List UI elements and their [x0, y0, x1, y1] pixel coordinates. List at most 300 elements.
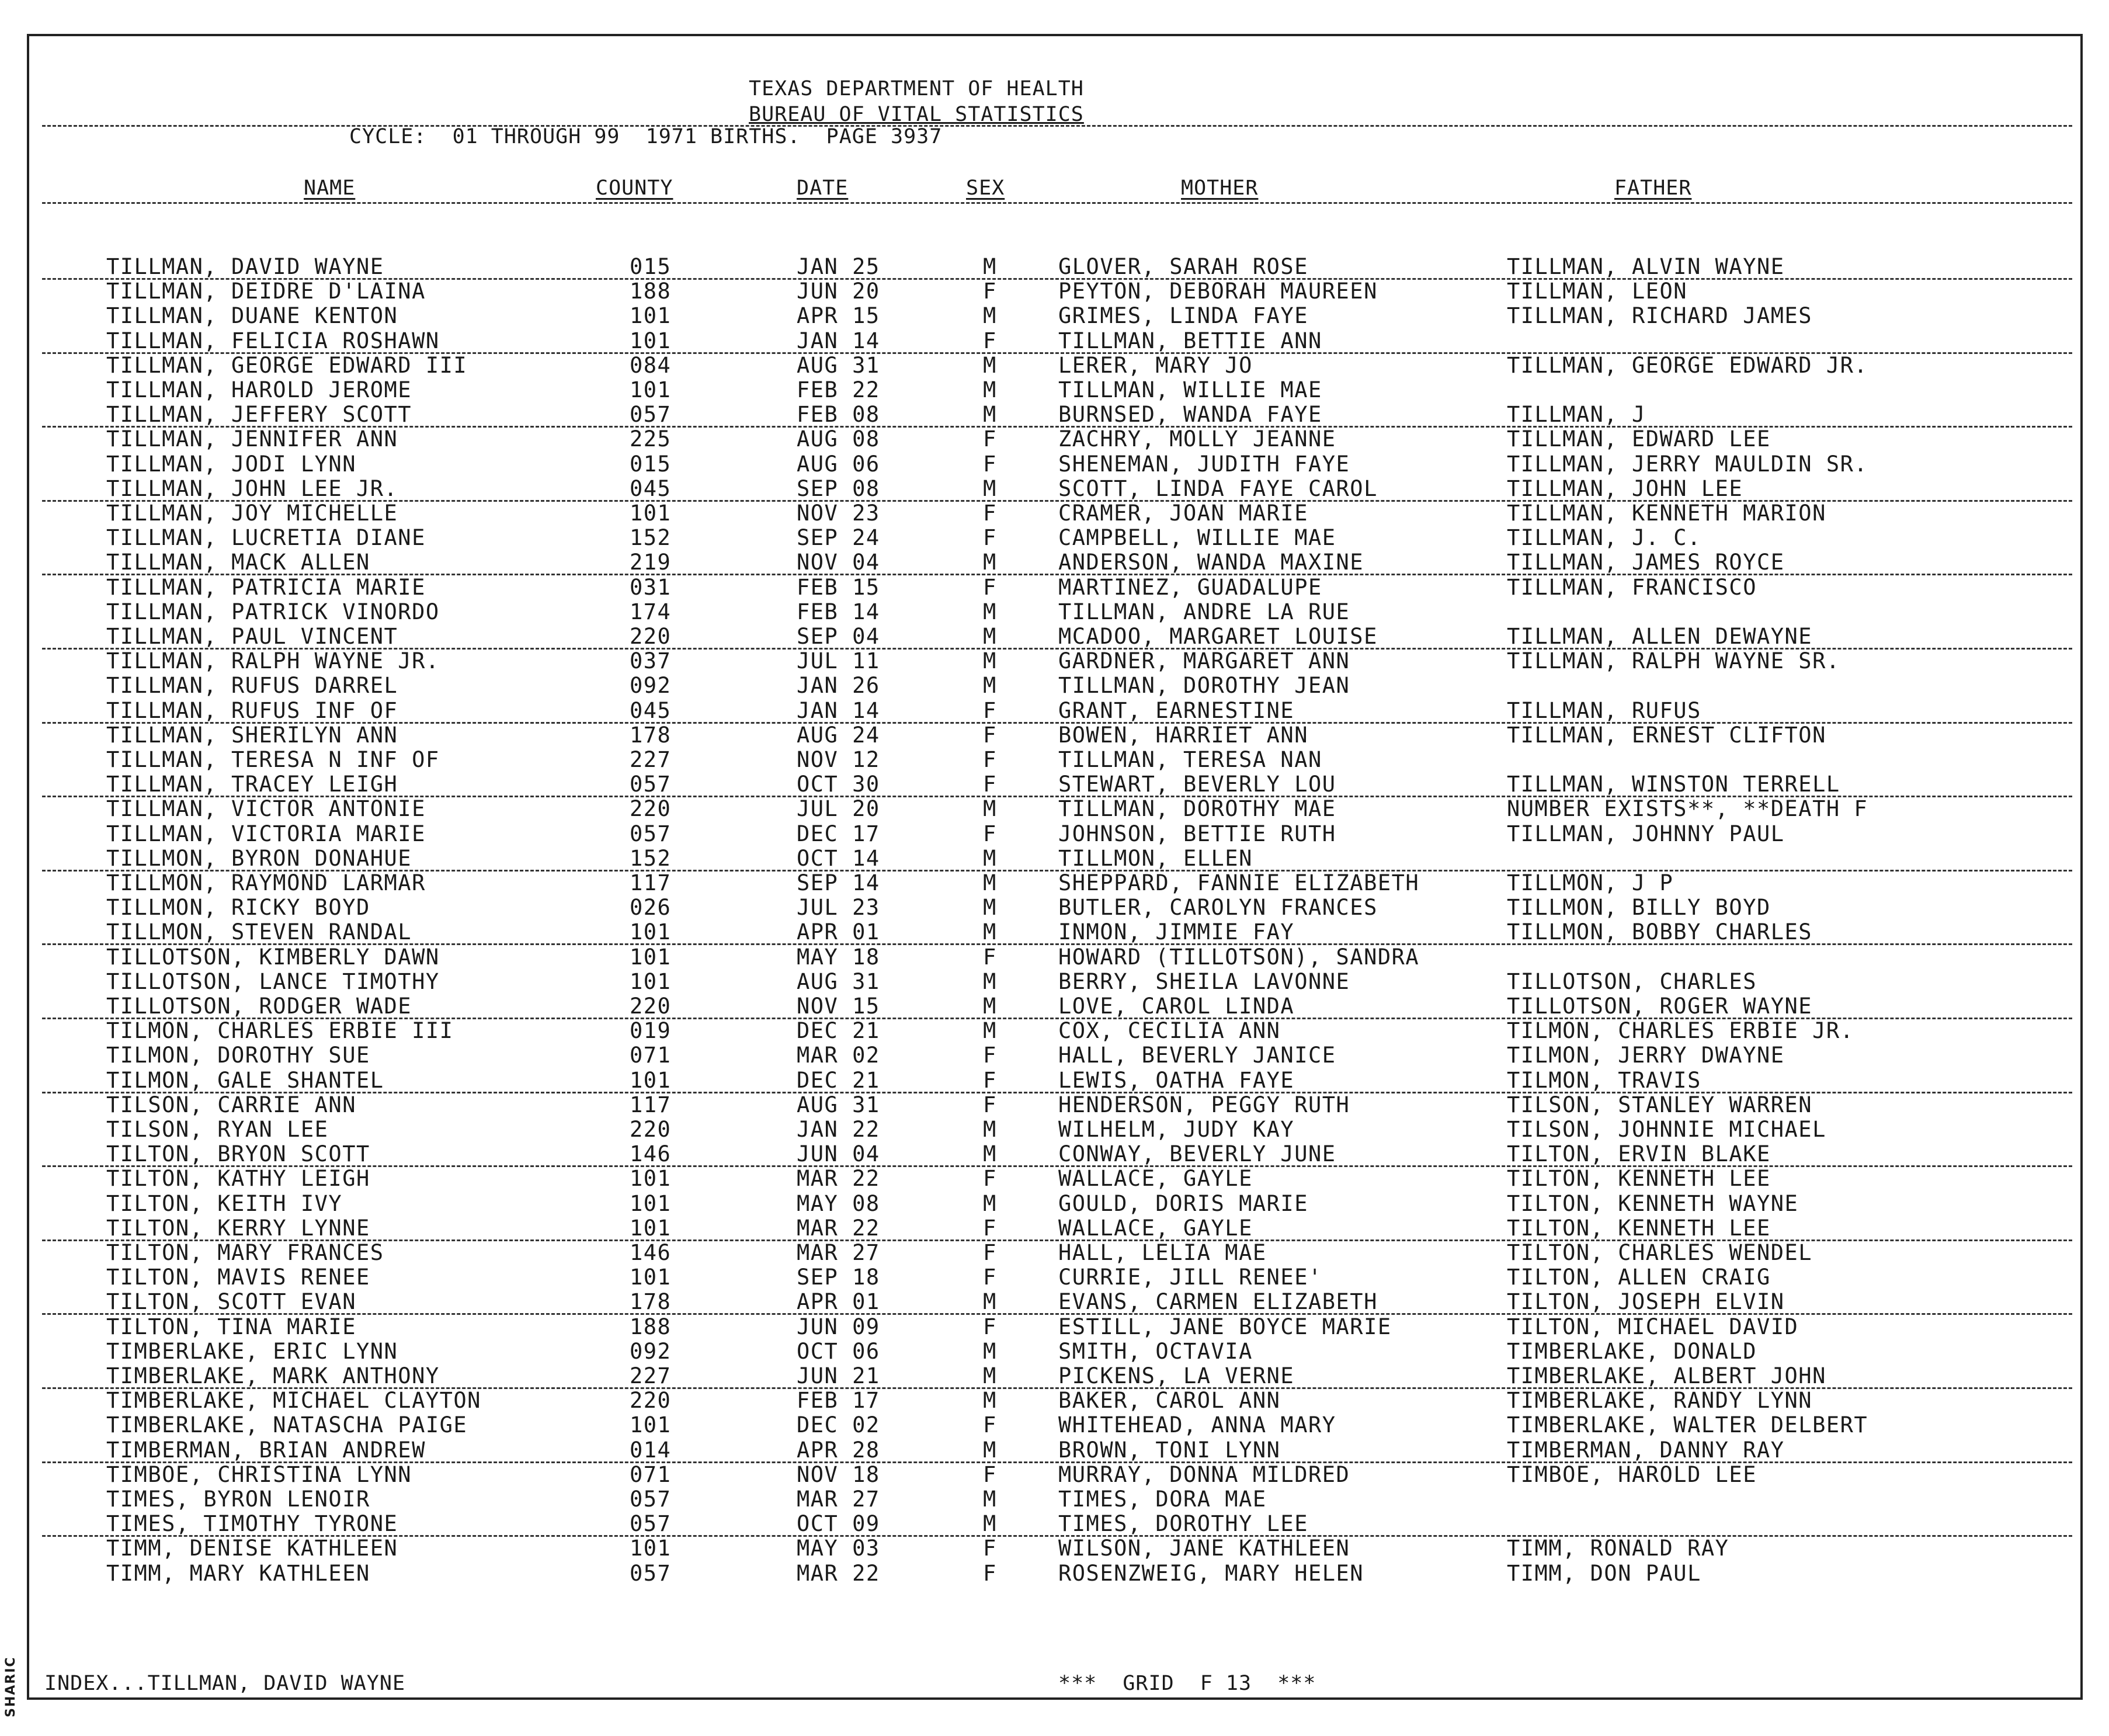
header-divider-top: [42, 125, 2072, 127]
record-father: TIMBERLAKE, DONALD: [1507, 1338, 1757, 1364]
record-sex: M: [983, 475, 997, 501]
record-father: TILLMAN, RALPH WAYNE SR.: [1507, 648, 1840, 674]
record-row: [0, 255, 2109, 279]
record-row: [0, 649, 2109, 673]
record-father: TILLMAN, J: [1507, 402, 1646, 428]
record-name: TIMBOE, CHRISTINA LYNN: [106, 1461, 412, 1487]
record-father: TILMON, TRAVIS: [1507, 1067, 1701, 1093]
record-date: OCT 09: [797, 1511, 880, 1537]
record-county: 227: [630, 747, 672, 772]
record-mother: HOWARD (TILLOTSON), SANDRA: [1058, 944, 1420, 970]
record-row: [0, 1364, 2109, 1388]
record-row: [0, 1315, 2109, 1339]
record-mother: BAKER, CAROL ANN: [1058, 1388, 1281, 1414]
record-row: [0, 329, 2109, 353]
record-row: [0, 624, 2109, 649]
record-date: MAR 22: [797, 1215, 880, 1241]
record-sex: F: [983, 279, 997, 304]
record-name: TILLMAN, TRACEY LEIGH: [106, 772, 398, 797]
record-sex: M: [983, 994, 997, 1019]
record-row: [0, 501, 2109, 526]
record-name: TILLMAN, RALPH WAYNE JR.: [106, 648, 440, 674]
record-father: TILTON, KENNETH LEE: [1507, 1166, 1771, 1192]
record-row: [0, 1019, 2109, 1043]
record-sex: M: [983, 1363, 997, 1388]
record-mother: TIMES, DORA MAE: [1058, 1487, 1267, 1512]
record-county: 101: [630, 501, 672, 526]
record-sex: F: [983, 328, 997, 353]
record-name: TILLMAN, GEORGE EDWARD III: [106, 352, 468, 378]
footer-grid: *** GRID F 13 ***: [1058, 1672, 1316, 1695]
record-sex: M: [983, 1487, 997, 1512]
record-name: TILLMAN, VICTORIA MARIE: [106, 821, 426, 846]
record-father: TILLMAN, GEORGE EDWARD JR.: [1507, 352, 1868, 378]
record-county: 101: [630, 328, 672, 353]
record-county: 057: [630, 1511, 672, 1537]
record-name: TIMBERLAKE, NATASCHA PAIGE: [106, 1412, 468, 1438]
record-sex: M: [983, 1141, 997, 1167]
record-county: 220: [630, 1388, 672, 1414]
record-mother: GRIMES, LINDA FAYE: [1058, 303, 1308, 329]
record-father: TILMON, CHARLES ERBIE JR.: [1507, 1018, 1854, 1044]
record-row: [0, 723, 2109, 748]
record-date: JUL 20: [797, 796, 880, 822]
record-name: TILTON, KEITH IVY: [106, 1190, 343, 1216]
record-date: JUL 11: [797, 648, 880, 674]
record-row: [0, 477, 2109, 501]
record-mother: PICKENS, LA VERNE: [1058, 1363, 1295, 1388]
record-county: 220: [630, 1117, 672, 1142]
record-row: [0, 822, 2109, 846]
record-date: MAY 08: [797, 1190, 880, 1216]
record-sex: M: [983, 1190, 997, 1216]
record-date: FEB 22: [797, 377, 880, 402]
record-father: TILLMAN, JERRY MAULDIN SR.: [1507, 451, 1868, 477]
record-county: 101: [630, 1067, 672, 1093]
record-county: 101: [630, 303, 672, 329]
record-county: 188: [630, 1314, 672, 1339]
record-county: 071: [630, 1043, 672, 1068]
record-mother: BOWEN, HARRIET ANN: [1058, 722, 1308, 748]
record-date: OCT 14: [797, 845, 880, 871]
record-row: [0, 1388, 2109, 1413]
record-row: [0, 1241, 2109, 1265]
record-mother: CRAMER, JOAN MARIE: [1058, 501, 1308, 526]
footer-index: INDEX...TILLMAN, DAVID WAYNE: [44, 1672, 406, 1695]
record-row: [0, 994, 2109, 1019]
record-sex: M: [983, 919, 997, 945]
record-name: TILTON, KATHY LEIGH: [106, 1166, 370, 1192]
record-mother: MARTINEZ, GUADALUPE: [1058, 574, 1322, 600]
record-date: MAR 27: [797, 1240, 880, 1265]
record-sex: F: [983, 1043, 997, 1068]
record-date: NOV 18: [797, 1461, 880, 1487]
record-name: TILLMON, STEVEN RANDAL: [106, 919, 412, 945]
record-mother: BUTLER, CAROLYN FRANCES: [1058, 895, 1378, 921]
record-name: TILTON, MAVIS RENEE: [106, 1265, 370, 1290]
record-father: TILMON, JERRY DWAYNE: [1507, 1043, 1785, 1068]
record-date: FEB 17: [797, 1388, 880, 1414]
record-county: 084: [630, 352, 672, 378]
record-sex: M: [983, 1437, 997, 1463]
record-sex: F: [983, 1067, 997, 1093]
record-date: APR 28: [797, 1437, 880, 1463]
record-row: [0, 1413, 2109, 1438]
record-date: JAN 22: [797, 1117, 880, 1142]
record-sex: F: [983, 697, 997, 723]
record-father: TILTON, ERVIN BLAKE: [1507, 1141, 1771, 1167]
record-mother: WILSON, JANE KATHLEEN: [1058, 1536, 1350, 1561]
record-row: [0, 1068, 2109, 1093]
record-father: TILLMAN, LEON: [1507, 279, 1688, 304]
record-mother: GLOVER, SARAH ROSE: [1058, 254, 1308, 279]
record-mother: ZACHRY, MOLLY JEANNE: [1058, 426, 1336, 452]
record-mother: LERER, MARY JO: [1058, 352, 1253, 378]
record-row: [0, 600, 2109, 624]
record-father: TIMBERLAKE, WALTER DELBERT: [1507, 1412, 1868, 1438]
record-row: [0, 1438, 2109, 1463]
record-sex: M: [983, 402, 997, 428]
record-name: TILLMON, BYRON DONAHUE: [106, 845, 412, 871]
record-name: TILLMAN, PATRICIA MARIE: [106, 574, 426, 600]
record-row: [0, 797, 2109, 821]
record-sex: F: [983, 501, 997, 526]
record-mother: GARDNER, MARGARET ANN: [1058, 648, 1350, 674]
record-sex: F: [983, 1240, 997, 1265]
record-name: TIMBERLAKE, MICHAEL CLAYTON: [106, 1388, 481, 1414]
record-county: 037: [630, 648, 672, 674]
record-date: DEC 02: [797, 1412, 880, 1438]
record-sex: F: [983, 426, 997, 452]
record-sex: M: [983, 870, 997, 895]
record-father: TILSON, JOHNNIE MICHAEL: [1507, 1117, 1826, 1142]
record-father: TIMBERLAKE, ALBERT JOHN: [1507, 1363, 1826, 1388]
record-row: [0, 772, 2109, 797]
record-name: TILLMAN, RUFUS INF OF: [106, 697, 398, 723]
record-mother: ROSENZWEIG, MARY HELEN: [1058, 1560, 1364, 1586]
record-county: 101: [630, 944, 672, 970]
record-county: 220: [630, 994, 672, 1019]
record-father: TILTON, ALLEN CRAIG: [1507, 1265, 1771, 1290]
record-row: [0, 1142, 2109, 1166]
record-sex: F: [983, 821, 997, 846]
record-father: TILLMAN, KENNETH MARION: [1507, 501, 1826, 526]
record-name: TILLMAN, DAVID WAYNE: [106, 254, 384, 279]
record-mother: COX, CECILIA ANN: [1058, 1018, 1281, 1044]
record-date: DEC 21: [797, 1018, 880, 1044]
record-name: TILLMAN, JENNIFER ANN: [106, 426, 398, 452]
record-name: TILTON, SCOTT EVAN: [106, 1289, 356, 1315]
record-row: [0, 575, 2109, 600]
record-date: MAY 03: [797, 1536, 880, 1561]
record-sex: F: [983, 944, 997, 970]
record-county: 092: [630, 673, 672, 699]
record-name: TILLMAN, SHERILYN ANN: [106, 722, 398, 748]
record-name: TIMBERMAN, BRIAN ANDREW: [106, 1437, 426, 1463]
record-mother: PEYTON, DEBORAH MAUREEN: [1058, 279, 1378, 304]
record-sex: F: [983, 1536, 997, 1561]
record-name: TILTON, TINA MARIE: [106, 1314, 356, 1339]
record-name: TILLMAN, JOHN LEE JR.: [106, 475, 398, 501]
record-father: TILLMAN, ERNEST CLIFTON: [1507, 722, 1826, 748]
record-father: TILLMON, BOBBY CHARLES: [1507, 919, 1813, 945]
record-name: TILMON, DOROTHY SUE: [106, 1043, 370, 1068]
record-name: TILLMAN, DUANE KENTON: [106, 303, 398, 329]
record-date: AUG 06: [797, 451, 880, 477]
record-mother: CONWAY, BEVERLY JUNE: [1058, 1141, 1336, 1167]
record-county: 101: [630, 1215, 672, 1241]
side-tag-text: SHARIC: [4, 1656, 18, 1717]
record-name: TILLMAN, FELICIA ROSHAWN: [106, 328, 440, 353]
record-sex: M: [983, 1388, 997, 1414]
record-sex: M: [983, 1338, 997, 1364]
record-name: TILLMAN, JEFFERY SCOTT: [106, 402, 412, 428]
record-mother: SCOTT, LINDA FAYE CAROL: [1058, 475, 1378, 501]
record-date: FEB 15: [797, 574, 880, 600]
record-name: TILLMAN, JOY MICHELLE: [106, 501, 398, 526]
record-name: TIMES, BYRON LENOIR: [106, 1487, 370, 1512]
record-sex: F: [983, 1166, 997, 1192]
record-name: TILLMAN, VICTOR ANTONIE: [106, 796, 426, 822]
record-sex: F: [983, 1314, 997, 1339]
record-sex: F: [983, 772, 997, 797]
record-row: [0, 526, 2109, 550]
record-county: 219: [630, 550, 672, 575]
record-name: TILLMAN, JODI LYNN: [106, 451, 356, 477]
record-father: NUMBER EXISTS**, **DEATH F: [1507, 796, 1868, 822]
column-header-sex: SEX: [966, 176, 1005, 200]
record-sex: M: [983, 796, 997, 822]
record-county: 019: [630, 1018, 672, 1044]
header-agency: TEXAS DEPARTMENT OF HEALTH: [749, 77, 1084, 100]
record-mother: WHITEHEAD, ANNA MARY: [1058, 1412, 1336, 1438]
record-county: 045: [630, 697, 672, 723]
record-county: 057: [630, 821, 672, 846]
record-row: [0, 402, 2109, 427]
record-father: TILTON, KENNETH WAYNE: [1507, 1190, 1799, 1216]
header-bureau: BUREAU OF VITAL STATISTICS: [749, 103, 1084, 126]
record-county: 101: [630, 919, 672, 945]
record-row: [0, 1216, 2109, 1241]
record-father: TILLMAN, RUFUS: [1507, 697, 1701, 723]
record-date: NOV 23: [797, 501, 880, 526]
record-county: 071: [630, 1461, 672, 1487]
record-sex: M: [983, 599, 997, 624]
record-mother: JOHNSON, BETTIE RUTH: [1058, 821, 1336, 846]
record-sex: M: [983, 624, 997, 649]
record-date: MAR 27: [797, 1487, 880, 1512]
record-sex: F: [983, 1461, 997, 1487]
record-date: FEB 08: [797, 402, 880, 428]
record-date: JAN 26: [797, 673, 880, 699]
record-mother: TILLMAN, BETTIE ANN: [1058, 328, 1322, 353]
record-row: [0, 550, 2109, 575]
record-sex: F: [983, 1412, 997, 1438]
record-name: TILLMAN, TERESA N INF OF: [106, 747, 440, 772]
record-row: [0, 1117, 2109, 1142]
record-sex: M: [983, 895, 997, 921]
record-sex: F: [983, 1560, 997, 1586]
record-county: 045: [630, 475, 672, 501]
record-father: TIMBERMAN, DANNY RAY: [1507, 1437, 1785, 1463]
record-row: [0, 1265, 2109, 1290]
record-sex: M: [983, 648, 997, 674]
record-mother: STEWART, BEVERLY LOU: [1058, 772, 1336, 797]
column-header-name: NAME: [304, 176, 356, 200]
record-father: TILLMAN, J. C.: [1507, 525, 1701, 551]
record-date: SEP 18: [797, 1265, 880, 1290]
record-row: [0, 452, 2109, 477]
record-row: [0, 1512, 2109, 1536]
record-county: 152: [630, 525, 672, 551]
record-mother: WALLACE, GAYLE: [1058, 1215, 1253, 1241]
record-mother: TILLMAN, DOROTHY MAE: [1058, 796, 1336, 822]
record-name: TILLOTSON, RODGER WADE: [106, 994, 412, 1019]
record-mother: LOVE, CAROL LINDA: [1058, 994, 1295, 1019]
record-row: [0, 895, 2109, 920]
column-header-mother: MOTHER: [1181, 176, 1259, 200]
record-father: TILLOTSON, CHARLES: [1507, 968, 1757, 994]
record-row: [0, 427, 2109, 452]
record-county: 101: [630, 1536, 672, 1561]
record-sex: M: [983, 303, 997, 329]
record-mother: BURNSED, WANDA FAYE: [1058, 402, 1322, 428]
record-mother: HALL, BEVERLY JANICE: [1058, 1043, 1336, 1068]
record-father: TIMBOE, HAROLD LEE: [1507, 1461, 1757, 1487]
record-mother: LEWIS, OATHA FAYE: [1058, 1067, 1295, 1093]
record-mother: TILLMAN, WILLIE MAE: [1058, 377, 1322, 402]
record-mother: TILLMAN, TERESA NAN: [1058, 747, 1322, 772]
record-mother: SHEPPARD, FANNIE ELIZABETH: [1058, 870, 1420, 895]
header-cycle: CYCLE: 01 THROUGH 99 1971 BIRTHS. PAGE 3937: [349, 125, 943, 148]
record-date: DEC 17: [797, 821, 880, 846]
record-father: TILLMAN, FRANCISCO: [1507, 574, 1757, 600]
record-date: OCT 30: [797, 772, 880, 797]
record-mother: EVANS, CARMEN ELIZABETH: [1058, 1289, 1378, 1315]
record-sex: F: [983, 1215, 997, 1241]
record-name: TIMBERLAKE, MARK ANTHONY: [106, 1363, 440, 1388]
record-name: TILLMAN, HAROLD JEROME: [106, 377, 412, 402]
record-row: [0, 748, 2109, 772]
record-name: TILTON, KERRY LYNNE: [106, 1215, 370, 1241]
record-county: 188: [630, 279, 672, 304]
record-mother: TILLMAN, DOROTHY JEAN: [1058, 673, 1350, 699]
record-row: [0, 279, 2109, 304]
record-date: MAR 02: [797, 1043, 880, 1068]
record-sex: F: [983, 1265, 997, 1290]
record-county: 101: [630, 1265, 672, 1290]
record-sex: F: [983, 574, 997, 600]
column-header-father: FATHER: [1614, 176, 1692, 200]
record-sex: M: [983, 377, 997, 402]
record-county: 101: [630, 1190, 672, 1216]
record-mother: WILHELM, JUDY KAY: [1058, 1117, 1295, 1142]
record-row: [0, 846, 2109, 871]
record-father: TILLMON, J P: [1507, 870, 1674, 895]
record-father: TILTON, MICHAEL DAVID: [1507, 1314, 1799, 1339]
record-county: 227: [630, 1363, 672, 1388]
record-date: APR 15: [797, 303, 880, 329]
record-name: TILTON, BRYON SCOTT: [106, 1141, 370, 1167]
record-county: 057: [630, 1560, 672, 1586]
record-date: AUG 31: [797, 1092, 880, 1117]
record-father: TILLMAN, JOHNNY PAUL: [1507, 821, 1785, 846]
record-county: 146: [630, 1141, 672, 1167]
record-mother: TIMES, DOROTHY LEE: [1058, 1511, 1308, 1537]
record-row: [0, 378, 2109, 402]
record-sex: M: [983, 352, 997, 378]
record-county: 101: [630, 1412, 672, 1438]
record-mother: MCADOO, MARGARET LOUISE: [1058, 624, 1378, 649]
record-name: TILMON, GALE SHANTEL: [106, 1067, 384, 1093]
record-sex: M: [983, 1289, 997, 1315]
record-county: 152: [630, 845, 672, 871]
record-sex: M: [983, 1018, 997, 1044]
record-father: TILLMAN, EDWARD LEE: [1507, 426, 1771, 452]
record-mother: BERRY, SHEILA LAVONNE: [1058, 968, 1350, 994]
record-county: 015: [630, 254, 672, 279]
record-name: TILLOTSON, KIMBERLY DAWN: [106, 944, 440, 970]
record-sex: M: [983, 968, 997, 994]
record-sex: M: [983, 1511, 997, 1537]
record-father: TILLMAN, JAMES ROYCE: [1507, 550, 1785, 575]
record-date: AUG 24: [797, 722, 880, 748]
record-row: [0, 1043, 2109, 1068]
record-sex: M: [983, 845, 997, 871]
record-date: MAY 18: [797, 944, 880, 970]
record-date: SEP 14: [797, 870, 880, 895]
record-father: TILLMAN, RICHARD JAMES: [1507, 303, 1813, 329]
record-mother: ESTILL, JANE BOYCE MARIE: [1058, 1314, 1392, 1339]
record-row: [0, 970, 2109, 994]
record-date: APR 01: [797, 1289, 880, 1315]
record-mother: HENDERSON, PEGGY RUTH: [1058, 1092, 1350, 1117]
record-date: OCT 06: [797, 1338, 880, 1364]
record-father: TILLOTSON, ROGER WAYNE: [1507, 994, 1813, 1019]
record-county: 057: [630, 1487, 672, 1512]
record-father: TILLMAN, ALLEN DEWAYNE: [1507, 624, 1813, 649]
record-county: 178: [630, 722, 672, 748]
record-name: TILLMAN, PATRICK VINORDO: [106, 599, 440, 624]
record-mother: CAMPBELL, WILLIE MAE: [1058, 525, 1336, 551]
record-date: JUN 09: [797, 1314, 880, 1339]
record-date: JAN 25: [797, 254, 880, 279]
record-father: TIMM, RONALD RAY: [1507, 1536, 1729, 1561]
record-father: TILLMAN, JOHN LEE: [1507, 475, 1743, 501]
record-sex: M: [983, 1117, 997, 1142]
record-father: TILLMAN, WINSTON TERRELL: [1507, 772, 1840, 797]
record-county: 026: [630, 895, 672, 921]
record-name: TILSON, CARRIE ANN: [106, 1092, 356, 1117]
record-name: TILLMAN, PAUL VINCENT: [106, 624, 398, 649]
record-father: TILTON, JOSEPH ELVIN: [1507, 1289, 1785, 1315]
record-date: JUN 20: [797, 279, 880, 304]
record-county: 117: [630, 1092, 672, 1117]
record-county: 057: [630, 772, 672, 797]
record-name: TILLMAN, LUCRETIA DIANE: [106, 525, 426, 551]
record-county: 057: [630, 402, 672, 428]
record-mother: WALLACE, GAYLE: [1058, 1166, 1253, 1192]
record-name: TILLOTSON, LANCE TIMOTHY: [106, 968, 440, 994]
record-name: TILTON, MARY FRANCES: [106, 1240, 384, 1265]
record-date: SEP 08: [797, 475, 880, 501]
record-sex: M: [983, 254, 997, 279]
record-county: 015: [630, 451, 672, 477]
record-name: TILSON, RYAN LEE: [106, 1117, 329, 1142]
record-row: [0, 1536, 2109, 1561]
record-father: TILLMAN, ALVIN WAYNE: [1507, 254, 1785, 279]
record-date: AUG 08: [797, 426, 880, 452]
